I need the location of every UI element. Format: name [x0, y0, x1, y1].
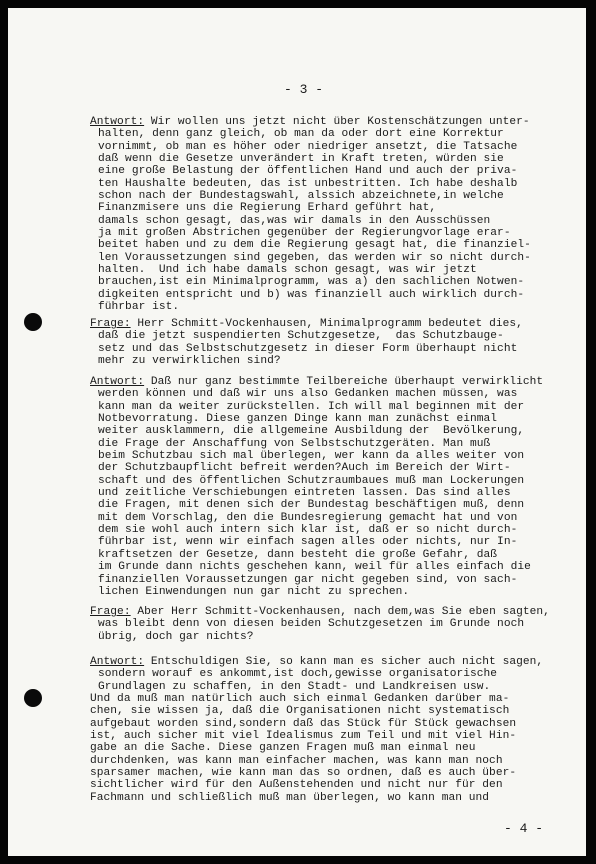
text-line: Frage: Herr Schmitt-Vockenhausen, Minimalprogramm bedeutet dies,: [90, 318, 523, 330]
text-line: finanziellen Voraussetzungen gar nicht gegeben sind, von sach-: [98, 573, 518, 586]
text-line: daß die jetzt suspendierten Schutzgesetze, das Schutzbauge-: [98, 330, 504, 343]
text-line: damals schon gesagt, das,was wir damals in den Ausschüssen: [98, 214, 491, 227]
text-line: ten Haushalte bedeuten, das ist unbestritten. Ich habe deshalb: [98, 177, 518, 190]
punch-hole-lower: [24, 689, 42, 707]
text-line: der Schutzbaupflicht befreit werden?Auch im Bereich der Wirt-: [98, 462, 511, 475]
text-line: aufgebaut worden sind,sondern daß das Stück für Stück gewachsen: [90, 717, 517, 730]
text-line: ja mit großen Abstrichen gegenüber der Regierungvorlage erar-: [98, 227, 511, 240]
text-line: mit dem Vorschlag, den die Bundesregierung gemacht hat und von: [98, 511, 518, 524]
speaker-label: Frage:: [90, 318, 131, 330]
speaker-label: Antwort:: [90, 376, 145, 388]
text-line: führbar ist.: [98, 301, 180, 314]
text-line: gabe an die Sache. Diese ganzen Fragen muß man einmal neu: [90, 742, 476, 755]
next-page-marker: - 4 -: [504, 821, 544, 836]
punch-hole-upper: [24, 313, 42, 331]
speaker-label: Frage:: [90, 606, 131, 618]
text-line: beitet haben und zu dem die Regierung gesagt hat, die finanziel-: [98, 239, 531, 252]
text-line: halten. Und ich habe damals schon gesagt, was wir jetzt: [98, 264, 477, 277]
text-line: übrig, doch gar nichts?: [98, 630, 254, 643]
speaker-label: Antwort:: [90, 656, 145, 668]
text-line: werden können und daß wir uns also Gedanken machen müssen, was: [98, 388, 518, 401]
text-line: digkeiten entspricht und b) was finanziell auch wirklich durch-: [98, 288, 525, 301]
text-line: sparsamer machen, wie kann man das so ordnen, daß es auch über-: [90, 767, 517, 780]
text-line: was bleibt denn von diesen beiden Schutzgesetzen im Grunde noch: [98, 618, 525, 631]
text-line: lichen Einwendungen nun gar nicht zu sprechen.: [98, 585, 410, 598]
text-line: schon nach der Bundestagswahl, alssich abzeichnete,in welche: [98, 190, 504, 203]
page-number: - 3 -: [284, 82, 324, 97]
answer-block-1: [90, 116, 560, 314]
text-line: Grundlagen zu schaffen, in den Stadt- und Landkreisen usw.: [98, 680, 491, 693]
text-line: Und da muß man natürlich auch sich einmal Gedanken darüber ma-: [90, 693, 510, 706]
text-line: führbar ist, wenn wir einfach sagen alles oder nichts, nur In-: [98, 536, 518, 549]
text-line: dem sie wohl auch intern sich klar ist, daß er so nicht durch-: [98, 524, 518, 537]
text-line: die Frage der Anschaffung von Selbstschutzgeräten. Man muß: [98, 437, 491, 450]
text-line: Frage: Aber Herr Schmitt-Vockenhausen, nach dem,was Sie eben sagten,: [90, 606, 550, 618]
question-block-2: [90, 606, 560, 643]
text-line: kraftsetzen der Gesetze, dann besteht die große Gefahr, daß: [98, 548, 498, 561]
text-line: daß wenn die Gesetze unverändert in Kraft treten, würden sie: [98, 153, 504, 166]
text-line: im Grunde dann nichts geschehen kann, weil für alles einfach die: [98, 561, 531, 574]
text-line: vornimmt, ob man es höher oder niedriger ansetzt, die Tatsache: [98, 140, 518, 153]
text-line: Antwort: Wir wollen uns jetzt nicht über Kostenschätzungen unter-: [90, 116, 530, 128]
text-line: die Fragen, mit denen sich der Bundestag beschäftigen muß, denn: [98, 499, 525, 512]
text-line: sondern worauf es ankommt,ist doch,gewisse organisatorische: [98, 668, 498, 681]
text-line: Notbevorratung. Diese ganzen Dinge kann man zunächst einmal: [98, 413, 498, 426]
answer-block-3: [90, 656, 560, 804]
text-line: beim Schutzbau sich mal überlegen, wer kann da alles weiter von: [98, 450, 525, 463]
text-line: eine große Belastung der öffentlichen Hand und auch der priva-: [98, 165, 518, 178]
text-line: brauchen,ist ein Minimalprogramm, was a) den sachlichen Notwen-: [98, 276, 525, 289]
speaker-label: Antwort:: [90, 116, 145, 128]
text-line: len Voraussetzungen sind gegeben, das werden wir so nicht durch-: [98, 251, 531, 264]
answer-block-2: [90, 376, 560, 598]
text-line: setz und das Selbstschutzgesetz in dieser Form überhaupt nicht: [98, 342, 518, 355]
text-line: Fachmann und schließlich muß man überlegen, wo kann man und: [90, 791, 490, 804]
text-line: Finanzmisere uns die Regierung Erhard geführt hat,: [98, 202, 437, 215]
text-line: schaft und des öffentlichen Schutzraumbaues muß man Lockerungen: [98, 474, 525, 487]
text-line: mehr zu verwirklichen sind?: [98, 355, 281, 368]
text-line: kann man da weiter zurückstellen. Ich will mal beginnen mit der: [98, 400, 525, 413]
text-line: Antwort: Entschuldigen Sie, so kann man es sicher auch nicht sagen,: [90, 656, 544, 668]
text-line: chen, sie wissen ja, daß die Organisationen nicht systematisch: [90, 705, 510, 718]
question-block-1: [90, 318, 560, 367]
text-line: Antwort: Daß nur ganz bestimmte Teilbereiche überhaupt verwirklicht: [90, 376, 544, 388]
text-line: weiter ausklammern, die allgemeine Ausbildung der Bevölkerung,: [98, 425, 525, 438]
document-page: [8, 8, 586, 856]
text-line: durchdenken, was kann man einfacher machen, was kann man noch: [90, 754, 503, 767]
text-line: und zeitliche Verschiebungen eintreten lassen. Das sind alles: [98, 487, 511, 500]
text-line: sichtlicher wird für den Außenstehenden und nicht nur für den: [90, 779, 503, 792]
text-line: halten, denn ganz gleich, ob man da oder dort eine Korrektur: [98, 128, 504, 141]
text-line: ist, auch sicher mit viel Idealismus zum Teil und mit viel Hin-: [90, 730, 517, 743]
